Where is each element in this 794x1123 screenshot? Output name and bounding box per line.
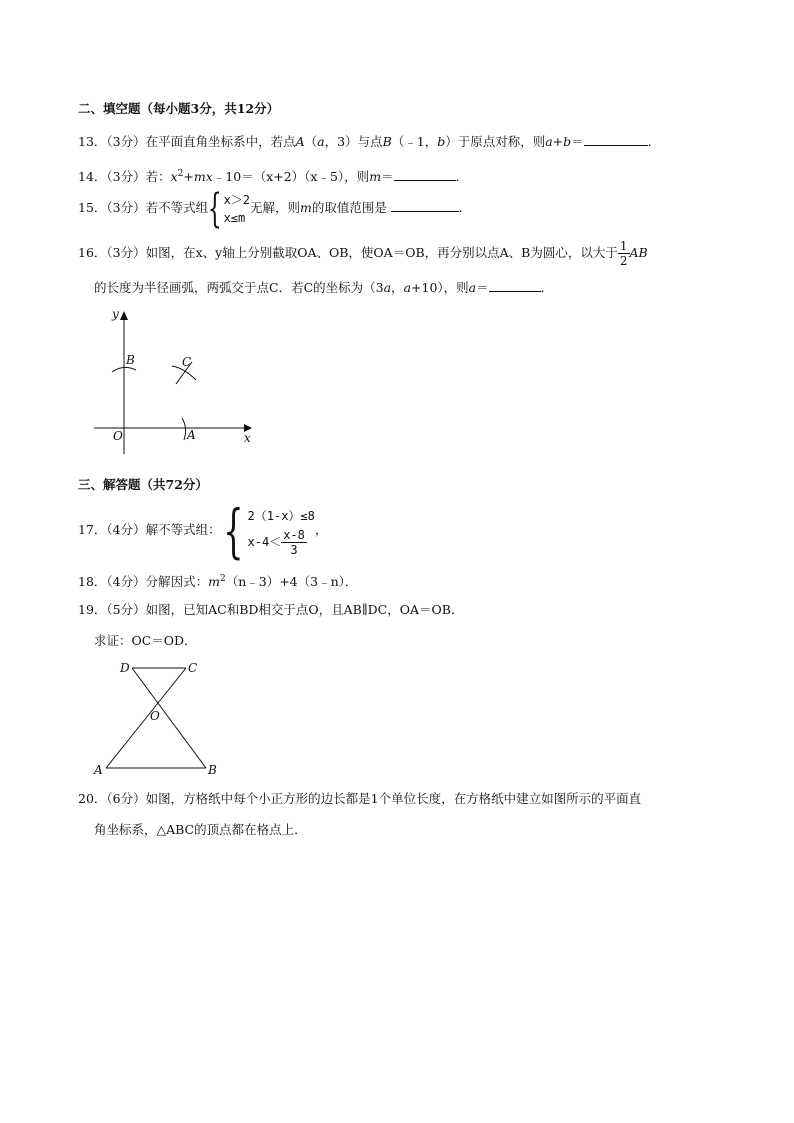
figure-19-triangles <box>90 656 230 782</box>
segment-db <box>132 668 206 768</box>
question-19: 19．（5分）如图，已知AC和BD相交于点O，且AB∥DC，OA＝OB． <box>78 602 464 617</box>
arc-at-a <box>182 418 186 440</box>
answer-blank-14[interactable] <box>394 168 456 181</box>
answer-blank-16[interactable] <box>489 279 541 292</box>
brace-symbol: { <box>207 185 222 232</box>
question-20-line-1: 20．（6分）如图，方格纸中每个小正方形的边长都是1个单位长度，在方格纸中建立如图所示的平面直 <box>78 791 642 806</box>
inequality-system-17: 2（1-x）≤8 x-4＜ $\frac{x-8}{3}$ <box>247 509 315 557</box>
section-fill-in-title: 二、填空题（每小题3分，共12分） <box>78 101 280 116</box>
question-13: 13．（3分）在平面直角坐标系中，若点A（a，3）与点B（﹣1，b）于原点对称，则a+b＝ ． <box>78 134 661 149</box>
label-x: x <box>244 431 251 445</box>
inequality-system-15: x＞2 x≤m <box>223 192 251 225</box>
label-a: A <box>187 428 196 442</box>
answer-blank-15[interactable] <box>391 199 459 212</box>
label-d: D <box>120 661 130 675</box>
segment-ca <box>106 668 186 768</box>
label-c: C <box>188 661 198 675</box>
question-19-prove: 求证：OC＝OD． <box>94 633 197 648</box>
label-o: O <box>150 709 160 723</box>
label-o: O <box>113 429 123 443</box>
label-c: C <box>182 355 192 369</box>
label-b: B <box>208 763 217 777</box>
section-solve-title: 三、解答题（共72分） <box>78 477 208 492</box>
label-a: A <box>94 763 103 777</box>
question-18: 18．（4分）分解因式：$m^2(n﹣3)+4(3﹣n)$． <box>78 574 358 590</box>
brace-symbol: { <box>222 496 244 565</box>
question-16-line-2: 的长度为半径画弧，两弧交于点C．若C的坐标为（3a，a+10），则a＝ ． <box>94 280 554 295</box>
question-17: 17．（4分）解不等式组：{ 2（1-x）≤8 x-4＜ $\frac{x-8}{3}$ ， <box>78 496 328 565</box>
question-20-line-2: 角坐标系，△ABC的顶点都在格点上． <box>94 822 307 837</box>
label-b: B <box>126 353 135 367</box>
question-15: 15．（3分）若不等式组{ x＞2 x≤m 无解，则m的取值范围是 ． <box>78 185 472 232</box>
answer-blank-13[interactable] <box>584 133 648 146</box>
question-14: 14．（3分）若：$x^2+mx﹣10=(x+2)(x﹣5)$，则m＝ ． <box>78 169 469 185</box>
fraction-x-minus-8-over-3: $\frac{x-8}{3}$ <box>283 528 305 557</box>
label-y: y <box>112 307 119 321</box>
figure-16-coordinate-arcs <box>88 304 268 464</box>
fraction-one-half: $\frac{1}{2}$ <box>619 239 628 268</box>
question-16-line-1: 16．（3分）如图，在x、y轴上分别截取OA、OB，使OA＝OB，再分别以点A、B为圆心，以大于 $\frac{1}{2}$ AB <box>78 239 648 268</box>
y-axis-arrow <box>120 311 128 320</box>
